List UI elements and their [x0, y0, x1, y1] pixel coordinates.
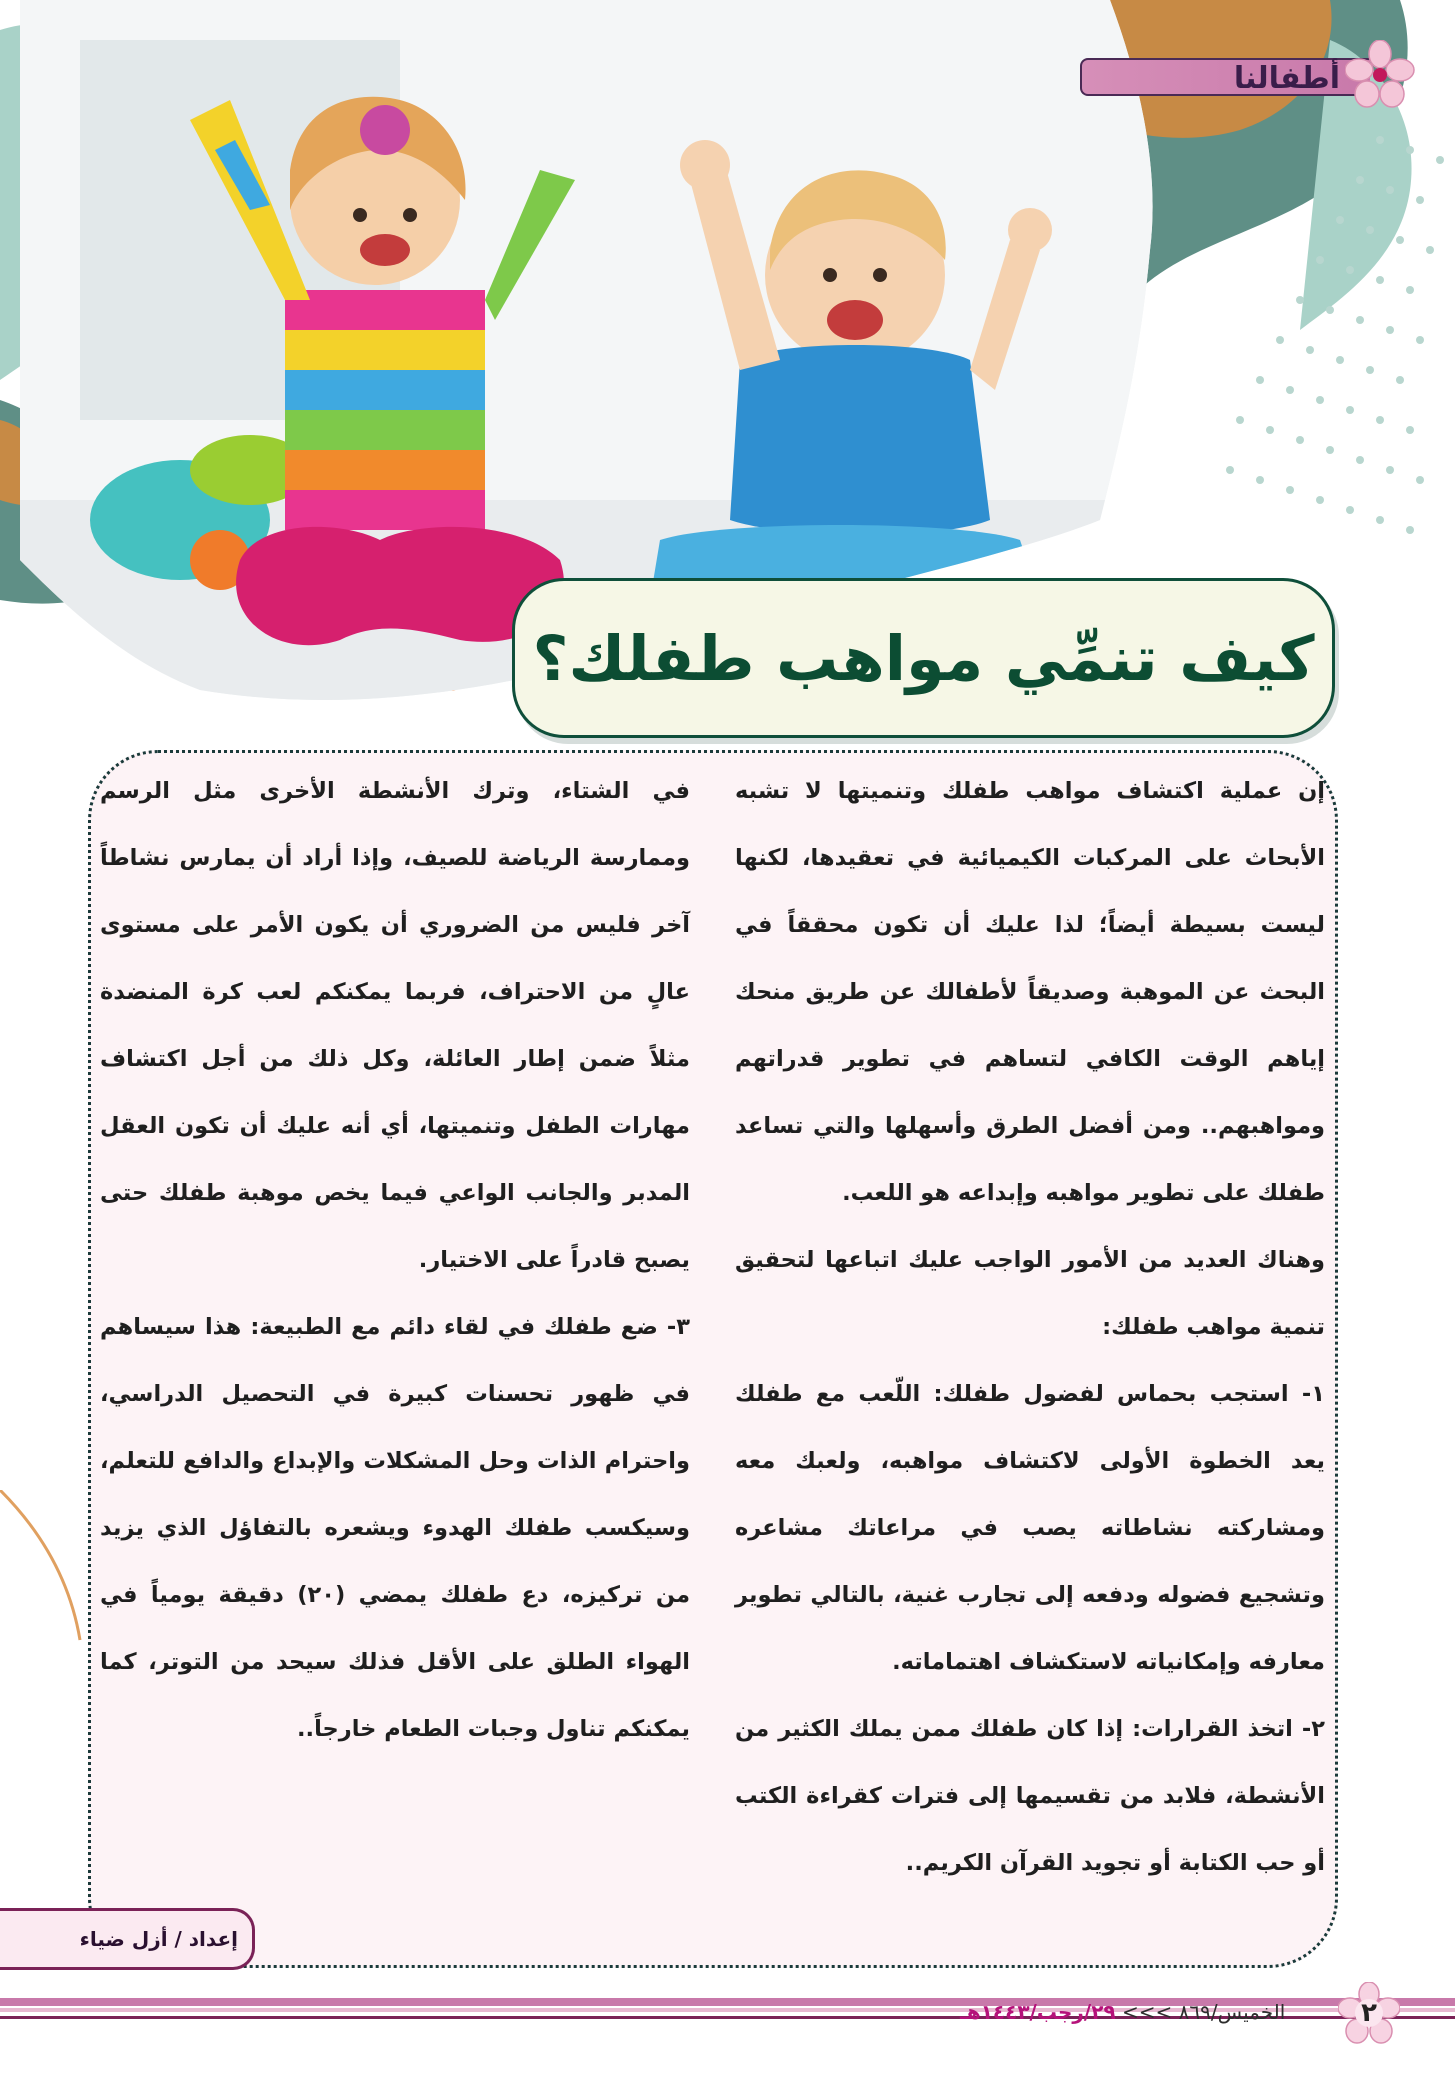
- footer-date: ٢٩/رجب/١٤٤٣هـ: [960, 2000, 1116, 2024]
- author-name: إعداد / أزل ضياء: [79, 1927, 238, 1951]
- footer-day-issue: الخميس/٨٦٩: [1178, 2000, 1286, 2024]
- article-column-right: [735, 758, 1325, 1897]
- paragraph: ٢- اتخذ القرارات: إذا كان طفلك ممن يملك الكثير من الأنشطة، فلابد من تقسيمها إلى فترات كقراءة الكتب أو حب الكتابة أو تجويد القرآن الكريم..: [735, 1716, 1325, 1876]
- flower-icon: [1345, 40, 1415, 110]
- paragraph: إن عملية اكتشاف مواهب طفلك وتنميتها لا تشبه الأبحاث على المركبات الكيميائية في تعقيدها، لكنها ليست بسيطة أيضاً؛ لذا عليك أن تكون محققاً في البحث عن الموهبة وصديقاً لأطفالك عن طريق منحك إياهم الوقت الكافي لتساهم في تطوير قدراتهم ومواهبهم.. ومن أفضل الطرق وأسهلها والتي تساعد طفلك على تطوير مواهبه وإبداعه هو اللعب.: [735, 778, 1325, 1206]
- paragraph: ١- استجب بحماس لفضول طفلك: اللّعب مع طفلك يعد الخطوة الأولى لاكتشاف مواهبه، ولعبك معه ومشاركته نشاطاته يصب في مراعاتك مشاعره وتشجيع فضوله ودفعه إلى تجارب غنية، بالتالي تطوير معارفه وإمكانياته لاستكشاف اهتماماته.: [735, 1381, 1325, 1675]
- paragraph: في الشتاء، وترك الأنشطة الأخرى مثل الرسم وممارسة الرياضة للصيف، وإذا أراد أن يمارس نشاطاً آخر فليس من الضروري أن يكون الأمر على مستوى عالٍ من الاحتراف، فربما يمكنكم لعب كرة المنضدة مثلاً ضمن إطار العائلة، وكل ذلك من أجل اكتشاف مهارات الطفل وتنميتها، أي أنه عليك أن تكون العقل المدبر والجانب الواعي فيما يخص موهبة طفلك حتى يصبح قادراً على الاختيار.: [100, 778, 690, 1273]
- decorative-arc: [0, 1490, 90, 1650]
- article-title-box: [512, 578, 1335, 738]
- article-column-left: [100, 758, 690, 1763]
- footer-issue-info: [960, 1997, 1285, 2027]
- paragraph: ٣- ضع طفلك في لقاء دائم مع الطبيعة: هذا سيساهم في ظهور تحسنات كبيرة في التحصيل الدراسي، واحترام الذات وحل المشكلات والإبداع والدافع للتعلم، وسيكسب طفلك الهدوء ويشعره بالتفاؤل الذي يزيد من تركيزه، دع طفلك يمضي (٢٠) دقيقة يومياً في الهواء الطلق على الأقل فذلك سيحد من التوتر، كما يمكنكم تناول وجبات الطعام خارجاً..: [100, 1314, 690, 1742]
- section-label-tab: [1080, 58, 1370, 96]
- article-title: كيف تنمِّي مواهب طفلك؟: [532, 621, 1315, 695]
- footer-separator: >>>: [1122, 2000, 1173, 2024]
- page-number: ٢: [1361, 1998, 1377, 2028]
- section-label: أطفالنا: [1233, 61, 1340, 96]
- paragraph: وهناك العديد من الأمور الواجب عليك اتباعها لتحقيق تنمية مواهب طفلك:: [735, 1247, 1325, 1340]
- author-credit: [0, 1908, 255, 1970]
